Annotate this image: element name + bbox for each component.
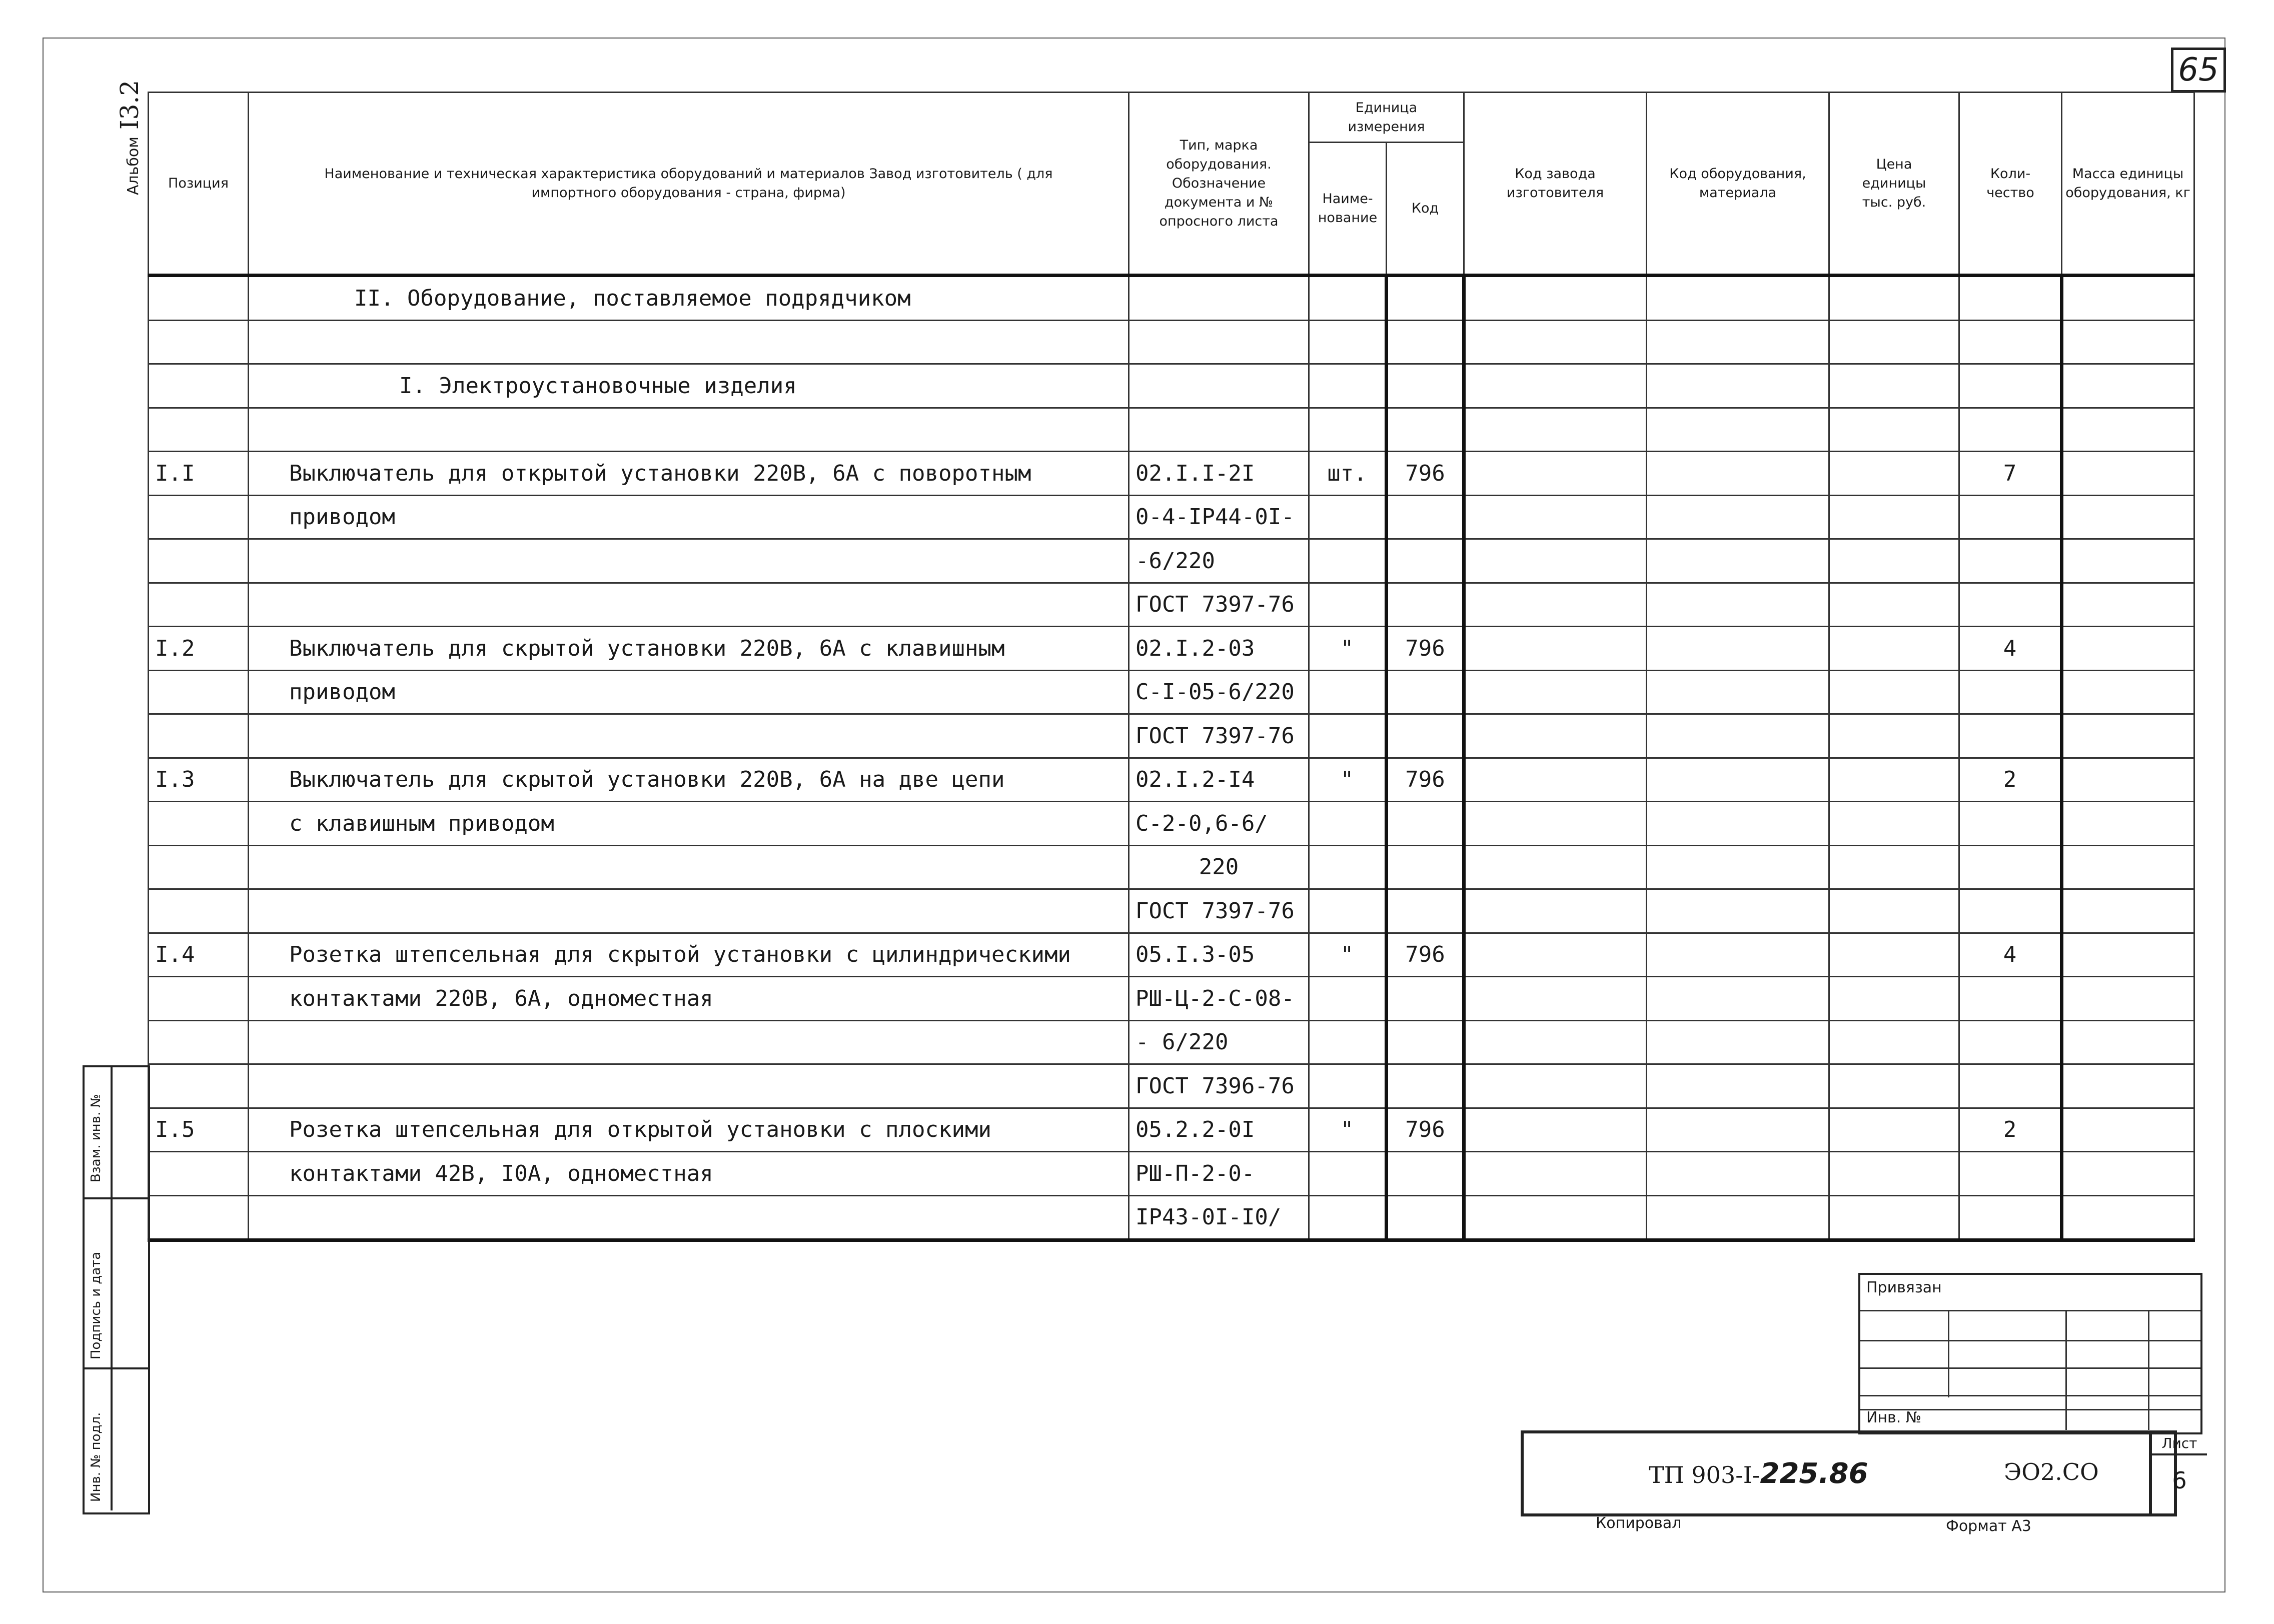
cell-price <box>1829 627 1959 671</box>
table-row <box>149 714 2194 758</box>
cell-plant-code <box>1464 495 1647 539</box>
cell-type: - 6/220 <box>1129 1020 1309 1064</box>
table-row <box>149 539 2194 583</box>
cell-quantity <box>1959 583 2062 627</box>
side-podpis-label: Подпись и дата <box>89 1251 104 1359</box>
cell-mass <box>2062 670 2194 714</box>
doc-code <box>1649 1457 1868 1490</box>
cell-price <box>1829 452 1959 496</box>
cell-mass <box>2062 845 2194 889</box>
list-label: Лист <box>2152 1433 2207 1455</box>
cell-equip-code <box>1647 276 1829 321</box>
cell-quantity <box>1959 364 2062 408</box>
footer-copied: Копировал <box>1596 1514 1682 1532</box>
cell-type: ГОСТ 7397-76 <box>1129 583 1309 627</box>
cell-mass <box>2062 583 2194 627</box>
cell-quantity <box>1959 670 2062 714</box>
header-equip-code: Код оборудования, материала <box>1647 93 1829 276</box>
cell-equip-code <box>1647 1152 1829 1196</box>
cell-price <box>1829 364 1959 408</box>
cell-type: 0-4-IP44-0I- <box>1129 495 1309 539</box>
cell-quantity: 2 <box>1959 758 2062 802</box>
album-label <box>115 80 144 195</box>
table-row <box>149 320 2194 364</box>
cell-plant-code <box>1464 1195 1647 1240</box>
cell-equip-code <box>1647 1020 1829 1064</box>
cell-equip-code <box>1647 452 1829 496</box>
cell-unit-code: 796 <box>1387 452 1464 496</box>
cell-position <box>149 495 249 539</box>
cell-name: II. Оборудование, поставляемое подрядчиком <box>249 276 1129 321</box>
cell-unit-name: шт. <box>1309 452 1387 496</box>
cell-type: 02.I.I-2I <box>1129 452 1309 496</box>
cell-type <box>1129 408 1309 452</box>
cell-name: приводом <box>249 495 1129 539</box>
cell-unit-name <box>1309 1195 1387 1240</box>
header-unit-group: Единица измерения <box>1309 93 1464 143</box>
cell-name <box>249 583 1129 627</box>
cell-name <box>249 1064 1129 1108</box>
cell-unit-code <box>1387 276 1464 321</box>
cell-equip-code <box>1647 539 1829 583</box>
cell-name <box>249 845 1129 889</box>
header-type: Тип, марка оборудования. Обозначение документа и № опросного листа <box>1129 93 1309 276</box>
table-row <box>149 977 2194 1021</box>
cell-plant-code <box>1464 1108 1647 1152</box>
cell-mass <box>2062 977 2194 1021</box>
cell-unit-code <box>1387 845 1464 889</box>
cell-plant-code <box>1464 1064 1647 1108</box>
cell-quantity: 4 <box>1959 933 2062 977</box>
cell-plant-code <box>1464 758 1647 802</box>
table-row <box>149 1152 2194 1196</box>
table-body <box>149 276 2194 1240</box>
cell-position: I.3 <box>149 758 249 802</box>
cell-plant-code <box>1464 889 1647 933</box>
cell-unit-name <box>1309 670 1387 714</box>
cell-unit-name <box>1309 1152 1387 1196</box>
cell-quantity <box>1959 320 2062 364</box>
cell-plant-code <box>1464 320 1647 364</box>
table-row <box>149 408 2194 452</box>
cell-quantity: 7 <box>1959 452 2062 496</box>
header-mass: Масса единицы оборудования, кг <box>2062 93 2194 276</box>
cell-position <box>149 1152 249 1196</box>
cell-name: Розетка штепсельная для скрытой установки с цилиндрическими <box>249 933 1129 977</box>
cell-mass <box>2062 495 2194 539</box>
cell-type: РШ-Ц-2-С-08- <box>1129 977 1309 1021</box>
cell-price <box>1829 583 1959 627</box>
cell-equip-code <box>1647 802 1829 846</box>
cell-plant-code <box>1464 933 1647 977</box>
cell-quantity <box>1959 1020 2062 1064</box>
cell-mass <box>2062 758 2194 802</box>
table-row <box>149 1195 2194 1240</box>
doc-code-prefix: ТП 903-I- <box>1649 1461 1760 1488</box>
cell-name <box>249 539 1129 583</box>
cell-mass <box>2062 1152 2194 1196</box>
cell-equip-code <box>1647 977 1829 1021</box>
cell-quantity <box>1959 977 2062 1021</box>
cell-unit-code <box>1387 320 1464 364</box>
cell-equip-code <box>1647 845 1829 889</box>
cell-position: I.5 <box>149 1108 249 1152</box>
doc-code-hand: 225.86 <box>1760 1457 1868 1490</box>
cell-price <box>1829 714 1959 758</box>
footer-format: Формат А3 <box>1946 1517 2031 1535</box>
cell-unit-name <box>1309 802 1387 846</box>
cell-unit-name <box>1309 364 1387 408</box>
cell-unit-code: 796 <box>1387 1108 1464 1152</box>
cell-type: -6/220 <box>1129 539 1309 583</box>
side-cell-vzam <box>85 1067 148 1197</box>
cell-plant-code <box>1464 670 1647 714</box>
cell-name: Выключатель для открытой установки 220В, 6А с поворотным <box>249 452 1129 496</box>
cell-unit-code <box>1387 714 1464 758</box>
cell-unit-code <box>1387 889 1464 933</box>
cell-mass <box>2062 452 2194 496</box>
cell-quantity <box>1959 714 2062 758</box>
cell-quantity <box>1959 802 2062 846</box>
cell-name: контактами 42В, I0А, одноместная <box>249 1152 1129 1196</box>
cell-mass <box>2062 889 2194 933</box>
cell-price <box>1829 977 1959 1021</box>
cell-quantity <box>1959 889 2062 933</box>
table-row <box>149 1108 2194 1152</box>
cell-unit-name <box>1309 583 1387 627</box>
cell-equip-code <box>1647 889 1829 933</box>
table-row <box>149 276 2194 321</box>
cell-unit-code: 796 <box>1387 933 1464 977</box>
cell-name: контактами 220В, 6А, одноместная <box>249 977 1129 1021</box>
cell-name <box>249 889 1129 933</box>
cell-unit-name <box>1309 845 1387 889</box>
cell-type: 05.I.3-05 <box>1129 933 1309 977</box>
cell-mass <box>2062 802 2194 846</box>
sheet-list <box>2149 1433 2207 1513</box>
cell-equip-code <box>1647 933 1829 977</box>
privyazan-inv: Инв. № <box>1866 1409 1922 1426</box>
cell-position <box>149 276 249 321</box>
cell-type: ГОСТ 7396-76 <box>1129 1064 1309 1108</box>
cell-unit-code <box>1387 1064 1464 1108</box>
cell-mass <box>2062 1108 2194 1152</box>
privyazan-block <box>1858 1273 2202 1434</box>
cell-mass <box>2062 276 2194 321</box>
cell-unit-code: 796 <box>1387 627 1464 671</box>
cell-unit-name <box>1309 276 1387 321</box>
cell-mass <box>2062 539 2194 583</box>
cell-position: I.4 <box>149 933 249 977</box>
cell-price <box>1829 320 1959 364</box>
privyazan-title: Привязан <box>1866 1279 1942 1296</box>
list-number: 6 <box>2172 1467 2187 1494</box>
cell-mass <box>2062 364 2194 408</box>
cell-price <box>1829 1195 1959 1240</box>
cell-mass <box>2062 408 2194 452</box>
cell-mass <box>2062 714 2194 758</box>
cell-plant-code <box>1464 452 1647 496</box>
cell-unit-name <box>1309 495 1387 539</box>
cell-price <box>1829 889 1959 933</box>
header-unit-name: Наиме-нование <box>1309 143 1387 276</box>
cell-price <box>1829 670 1959 714</box>
cell-plant-code <box>1464 977 1647 1021</box>
cell-type <box>1129 276 1309 321</box>
cell-position <box>149 408 249 452</box>
cell-equip-code <box>1647 583 1829 627</box>
cell-equip-code <box>1647 758 1829 802</box>
cell-type: 220 <box>1129 845 1309 889</box>
table-row <box>149 1064 2194 1108</box>
cell-position <box>149 977 249 1021</box>
cell-plant-code <box>1464 583 1647 627</box>
cell-mass <box>2062 320 2194 364</box>
cell-position: I.I <box>149 452 249 496</box>
cell-position <box>149 1064 249 1108</box>
cell-name: Розетка штепсельная для открытой установки с плоскими <box>249 1108 1129 1152</box>
cell-quantity <box>1959 495 2062 539</box>
cell-type: IP43-0I-I0/ <box>1129 1195 1309 1240</box>
cell-plant-code <box>1464 714 1647 758</box>
cell-position <box>149 1195 249 1240</box>
cell-plant-code <box>1464 1020 1647 1064</box>
cell-quantity <box>1959 539 2062 583</box>
cell-unit-name <box>1309 977 1387 1021</box>
cell-unit-code <box>1387 539 1464 583</box>
cell-unit-name: " <box>1309 627 1387 671</box>
cell-position <box>149 1020 249 1064</box>
cell-unit-name: " <box>1309 933 1387 977</box>
table-row <box>149 758 2194 802</box>
header-unit-code: Код <box>1387 143 1464 276</box>
cell-mass <box>2062 627 2194 671</box>
cell-unit-code <box>1387 408 1464 452</box>
cell-position: I.2 <box>149 627 249 671</box>
cell-position <box>149 583 249 627</box>
cell-unit-name <box>1309 320 1387 364</box>
cell-plant-code <box>1464 802 1647 846</box>
side-cell-podpis <box>85 1197 148 1369</box>
cell-type: РШ-П-2-0- <box>1129 1152 1309 1196</box>
cell-unit-name <box>1309 889 1387 933</box>
cell-unit-code <box>1387 1020 1464 1064</box>
cell-price <box>1829 276 1959 321</box>
cell-plant-code <box>1464 539 1647 583</box>
cell-position <box>149 802 249 846</box>
cell-unit-code: 796 <box>1387 758 1464 802</box>
table-row <box>149 627 2194 671</box>
cell-name: Выключатель для скрытой установки 220В, 6А с клавишным <box>249 627 1129 671</box>
table-row <box>149 452 2194 496</box>
cell-plant-code <box>1464 276 1647 321</box>
table-row <box>149 845 2194 889</box>
cell-price <box>1829 758 1959 802</box>
cell-equip-code <box>1647 1195 1829 1240</box>
table-row <box>149 1020 2194 1064</box>
cell-unit-name <box>1309 539 1387 583</box>
cell-unit-code <box>1387 670 1464 714</box>
cell-unit-name <box>1309 1064 1387 1108</box>
cell-price <box>1829 495 1959 539</box>
cell-type: ГОСТ 7397-76 <box>1129 889 1309 933</box>
header-price: Цена единицы тыс. руб. <box>1829 93 1959 276</box>
table-row <box>149 889 2194 933</box>
table-row <box>149 933 2194 977</box>
cell-name: с клавишным приводом <box>249 802 1129 846</box>
cell-unit-code <box>1387 802 1464 846</box>
cell-price <box>1829 1020 1959 1064</box>
cell-price <box>1829 933 1959 977</box>
cell-position <box>149 320 249 364</box>
specification-table <box>148 92 2195 1242</box>
cell-price <box>1829 1152 1959 1196</box>
cell-position <box>149 670 249 714</box>
cell-unit-code <box>1387 1152 1464 1196</box>
cell-equip-code <box>1647 670 1829 714</box>
cell-position <box>149 889 249 933</box>
cell-price <box>1829 408 1959 452</box>
cell-price <box>1829 1108 1959 1152</box>
cell-type: ГОСТ 7397-76 <box>1129 714 1309 758</box>
cell-mass <box>2062 1020 2194 1064</box>
cell-position <box>149 714 249 758</box>
album-label-text: Альбом <box>125 137 142 195</box>
table-row <box>149 802 2194 846</box>
cell-quantity <box>1959 1064 2062 1108</box>
cell-unit-code <box>1387 977 1464 1021</box>
cell-unit-code <box>1387 495 1464 539</box>
cell-equip-code <box>1647 320 1829 364</box>
side-vzam-label: Взам. инв. № <box>89 1094 104 1182</box>
cell-unit-name <box>1309 1020 1387 1064</box>
cell-price <box>1829 539 1959 583</box>
header-plant-code: Код завода изготовителя <box>1464 93 1647 276</box>
table-row <box>149 583 2194 627</box>
table-row <box>149 364 2194 408</box>
doc-code-suffix: ЭО2.СО <box>2004 1458 2099 1485</box>
album-number: I3.2 <box>115 80 144 130</box>
cell-name <box>249 320 1129 364</box>
cell-position <box>149 539 249 583</box>
cell-unit-name <box>1309 408 1387 452</box>
cell-type: 02.I.2-I4 <box>1129 758 1309 802</box>
cell-plant-code <box>1464 845 1647 889</box>
cell-equip-code <box>1647 408 1829 452</box>
cell-quantity: 2 <box>1959 1108 2062 1152</box>
cell-plant-code <box>1464 1152 1647 1196</box>
cell-position <box>149 364 249 408</box>
cell-equip-code <box>1647 627 1829 671</box>
cell-unit-code <box>1387 364 1464 408</box>
cell-price <box>1829 802 1959 846</box>
cell-quantity <box>1959 1152 2062 1196</box>
cell-mass <box>2062 1195 2194 1240</box>
cell-quantity <box>1959 276 2062 321</box>
table-row <box>149 670 2194 714</box>
page-number: 65 <box>2171 48 2226 93</box>
cell-unit-code <box>1387 583 1464 627</box>
cell-price <box>1829 845 1959 889</box>
cell-type: С-I-05-6/220 <box>1129 670 1309 714</box>
header-position: Позиция <box>149 93 249 276</box>
cell-equip-code <box>1647 1064 1829 1108</box>
cell-equip-code <box>1647 495 1829 539</box>
cell-plant-code <box>1464 627 1647 671</box>
cell-unit-name <box>1309 714 1387 758</box>
cell-quantity <box>1959 408 2062 452</box>
cell-type <box>1129 320 1309 364</box>
title-block <box>1521 1430 2197 1516</box>
cell-type <box>1129 364 1309 408</box>
cell-type: 02.I.2-03 <box>1129 627 1309 671</box>
cell-quantity <box>1959 1195 2062 1240</box>
table-row <box>149 495 2194 539</box>
side-stamp <box>83 1065 150 1514</box>
cell-name <box>249 1020 1129 1064</box>
cell-name <box>249 408 1129 452</box>
side-cell-inv <box>85 1367 148 1510</box>
cell-name <box>249 1195 1129 1240</box>
cell-mass <box>2062 1064 2194 1108</box>
cell-name: Выключатель для скрытой установки 220В, 6А на две цепи <box>249 758 1129 802</box>
cell-unit-name: " <box>1309 1108 1387 1152</box>
cell-equip-code <box>1647 364 1829 408</box>
cell-position <box>149 845 249 889</box>
side-inv-label: Инв. № подл. <box>89 1412 104 1502</box>
cell-quantity: 4 <box>1959 627 2062 671</box>
cell-plant-code <box>1464 408 1647 452</box>
cell-unit-code <box>1387 1195 1464 1240</box>
cell-price <box>1829 1064 1959 1108</box>
cell-name <box>249 714 1129 758</box>
cell-name: приводом <box>249 670 1129 714</box>
cell-quantity <box>1959 845 2062 889</box>
cell-unit-name: " <box>1309 758 1387 802</box>
cell-plant-code <box>1464 364 1647 408</box>
header-name: Наименование и техническая характеристика оборудований и материалов Завод изготовитель ( для импортного оборудования - страна, фирма) <box>249 93 1129 276</box>
cell-equip-code <box>1647 714 1829 758</box>
cell-name: I. Электроустановочные изделия <box>249 364 1129 408</box>
cell-equip-code <box>1647 1108 1829 1152</box>
cell-type: С-2-0,6-6/ <box>1129 802 1309 846</box>
cell-type: 05.2.2-0I <box>1129 1108 1309 1152</box>
cell-mass <box>2062 933 2194 977</box>
header-quantity: Коли-чество <box>1959 93 2062 276</box>
